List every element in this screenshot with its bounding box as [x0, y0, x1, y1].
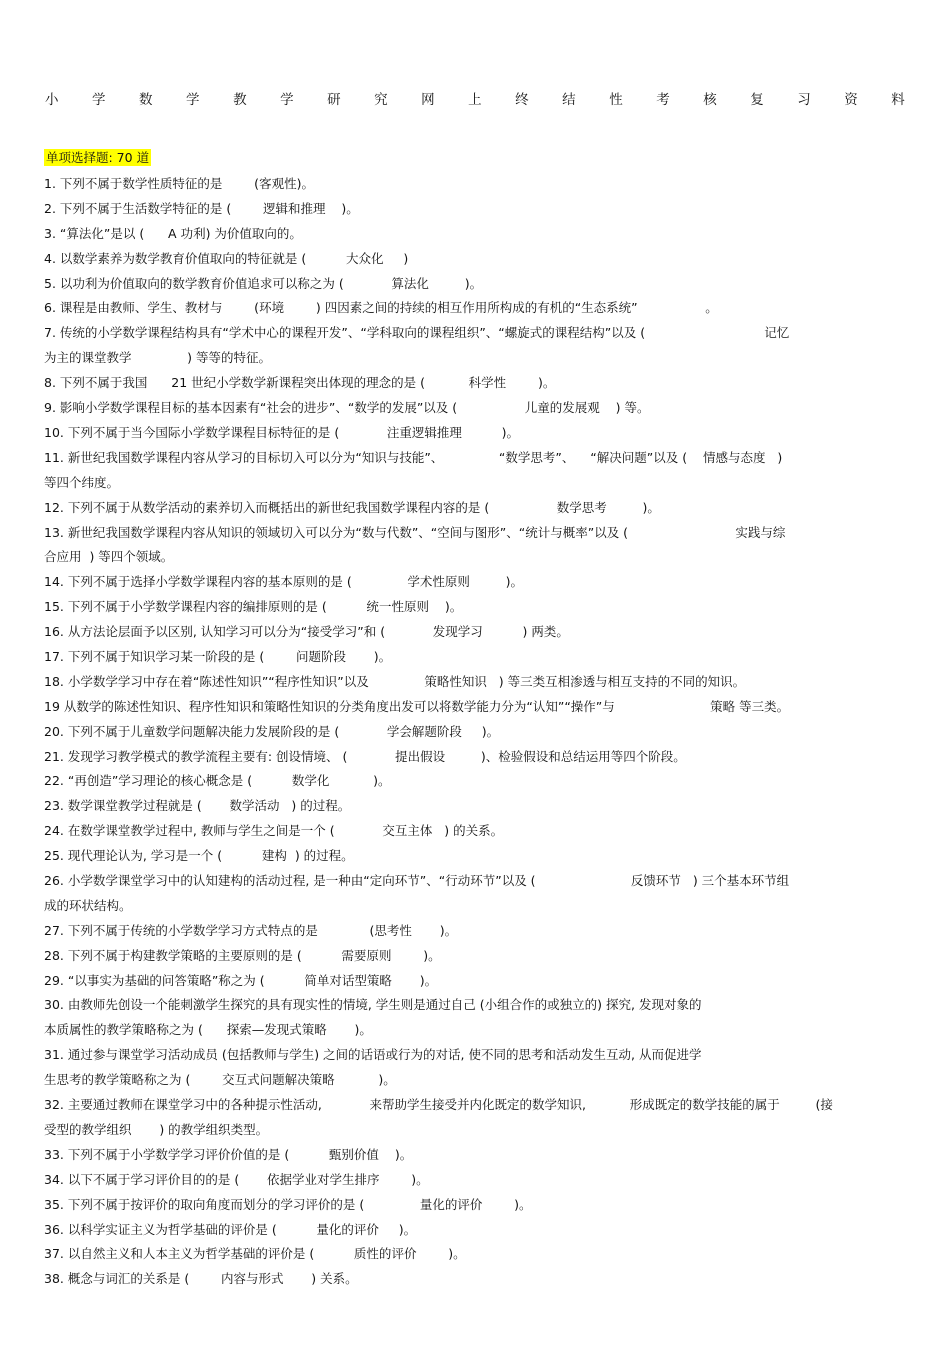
- title-char: 料: [891, 92, 905, 108]
- question-item: 2. 下列不属于生活数学特征的是 ( 逻辑和推理 )。: [44, 200, 359, 216]
- question-item: 36. 以科学实证主义为哲学基础的评价是 ( 量化的评价 )。: [44, 1221, 417, 1237]
- question-item: 9. 影响小学数学课程目标的基本因素有“社会的进步”、“数学的发展”以及 ( 儿童的发展观 ) 等。: [44, 400, 650, 416]
- question-item: 26. 小学数学课堂学习中的认知建构的活动过程, 是一种由“定向环节”、“行动环节”以及 ( 反馈环节 ) 三个基本环节组 成的环状结构。: [44, 872, 790, 913]
- title-char: 性: [609, 92, 623, 108]
- question-item: 10. 下列不属于当今国际小学数学课程目标特征的是 ( 注重逻辑推理 )。: [44, 424, 519, 440]
- title-char: 教: [233, 92, 247, 108]
- title-char: 终: [515, 92, 529, 108]
- question-item: 5. 以功利为价值取向的数学教育价值追求可以称之为 ( 算法化 )。: [44, 275, 483, 291]
- question-item: 20. 下列不属于儿童数学问题解决能力发展阶段的是 ( 学会解题阶段 )。: [44, 723, 500, 739]
- question-item: 12. 下列不属于从数学活动的素养切入而概括出的新世纪我国数学课程内容的是 ( 数学思考 )。: [44, 499, 660, 515]
- title-char: 数: [139, 92, 153, 108]
- question-item: 23. 数学课堂教学过程就是 ( 数学活动 ) 的过程。: [44, 798, 351, 814]
- question-item: 7. 传统的小学数学课程结构具有“学术中心的课程开发”、“学科取向的课程组织”、“螺旋式的课程结构”以及 ( 记忆 为主的课堂教学 ) 等等的特征。: [44, 325, 790, 366]
- question-item: 34. 以下不属于学习评价目的的是 ( 依据学业对学生排序 )。: [44, 1171, 429, 1187]
- title-char: 资: [844, 92, 858, 108]
- question-item: 3. “算法化”是以 ( A 功利) 为价值取向的。: [44, 225, 302, 241]
- question-item: 29. “以事实为基础的问答策略”称之为 ( 简单对话型策略 )。: [44, 972, 438, 988]
- question-item: 16. 从方法论层面予以区别, 认知学习可以分为“接受学习”和 ( 发现学习 ) 两类。: [44, 624, 569, 640]
- question-item: 1. 下列不属于数学性质特征的是 (客观性)。: [44, 176, 314, 191]
- title-char: 究: [374, 92, 388, 108]
- question-list: [44, 172, 906, 1292]
- question-item: 4. 以数学素养为数学教育价值取向的特征就是 ( 大众化 ): [44, 250, 409, 266]
- title-char: 学: [186, 92, 200, 108]
- section-heading: 单项选择题: 70 道: [46, 150, 150, 165]
- question-item: 30. 由教师先创设一个能刺激学生探究的具有现实性的情境, 学生则是通过自己 (小组合作的或独立的) 探究, 发现对象的 本质属性的教学策略称之为 ( 探索—发现式策略 )。: [44, 997, 702, 1038]
- title-char: 结: [562, 92, 576, 108]
- question-item: 18. 小学数学学习中存在着“陈述性知识”“程序性知识”以及 策略性知识 ) 等三类互相渗透与相互支持的不同的知识。: [44, 673, 746, 689]
- question-item: 11. 新世纪我国数学课程内容从学习的目标切入可以分为“知识与技能”、 “数学思考”、 “解决问题”以及 ( 情感与态度 ) 等四个纬度。: [44, 449, 783, 490]
- question-item: 31. 通过参与课堂学习活动成员 (包括教师与学生) 之间的话语或行为的对话, 使不同的思考和活动发生互动, 从而促进学 生思考的教学策略称之为 ( 交互式问题解决策略 )。: [44, 1047, 702, 1088]
- title-char: 习: [797, 92, 811, 108]
- title-char: 学: [92, 92, 106, 108]
- question-item: 13. 新世纪我国数学课程内容从知识的领域切入可以分为“数与代数”、“空间与图形”、“统计与概率”以及 ( 实践与综 合应用 ) 等四个领域。: [44, 524, 786, 565]
- question-item: 28. 下列不属于构建教学策略的主要原则的是 ( 需要原则 )。: [44, 947, 441, 963]
- title-char: 网: [421, 92, 435, 108]
- question-item: 22. “再创造”学习理论的核心概念是 ( 数学化 )。: [44, 773, 391, 789]
- question-item: 27. 下列不属于传统的小学数学学习方式特点的是 (思考性 )。: [44, 922, 458, 938]
- question-item: 38. 概念与词汇的关系是 ( 内容与形式 ) 关系。: [44, 1271, 358, 1287]
- question-item: 25. 现代理论认为, 学习是一个 ( 建构 ) 的过程。: [44, 848, 354, 864]
- question-item: 24. 在数学课堂教学过程中, 教师与学生之间是一个 ( 交互主体 ) 的关系。: [44, 823, 504, 839]
- question-item: 19 从数学的陈述性知识、程序性知识和策略性知识的分类角度出发可以将数学能力分为“认知”“操作”与 策略 等三类。: [44, 698, 790, 714]
- question-item: 14. 下列不属于选择小学数学课程内容的基本原则的是 ( 学术性原则 )。: [44, 574, 523, 590]
- title-char: 研: [327, 92, 341, 108]
- title-char: 复: [750, 92, 764, 108]
- question-item: 33. 下列不属于小学数学学习评价价值的是 ( 甄别价值 )。: [44, 1146, 413, 1162]
- question-item: 35. 下列不属于按评价的取向角度而划分的学习评价的是 ( 量化的评价 )。: [44, 1196, 532, 1212]
- title-char: 学: [280, 92, 294, 108]
- page-title: [45, 88, 905, 108]
- question-item: 8. 下列不属于我国 21 世纪小学数学新课程突出体现的理念的是 ( 科学性 )。: [44, 375, 556, 391]
- title-char: 上: [468, 92, 482, 108]
- title-char: 小: [45, 92, 59, 108]
- question-item: 21. 发现学习教学模式的教学流程主要有: 创设情境、 ( 提出假设 )、检验假设和总结运用等四个阶段。: [44, 748, 686, 764]
- question-item: 6. 课程是由教师、学生、教材与 (环境 ) 四因素之间的持续的相互作用所构成的有机的“生态系统” 。: [44, 300, 718, 316]
- question-item: 37. 以自然主义和人本主义为哲学基础的评价是 ( 质性的评价 )。: [44, 1246, 466, 1262]
- question-item: 17. 下列不属于知识学习某一阶段的是 ( 问题阶段 )。: [44, 648, 392, 664]
- question-item: 15. 下列不属于小学数学课程内容的编排原则的是 ( 统一性原则 )。: [44, 599, 463, 615]
- question-item: 32. 主要通过教师在课堂学习中的各种提示性活动, 来帮助学生接受并内化既定的数学知识, 形成既定的数学技能的属于 (接 受型的教学组织 ) 的教学组织类型。: [44, 1097, 833, 1137]
- title-char: 核: [703, 92, 717, 108]
- title-char: 考: [656, 92, 670, 108]
